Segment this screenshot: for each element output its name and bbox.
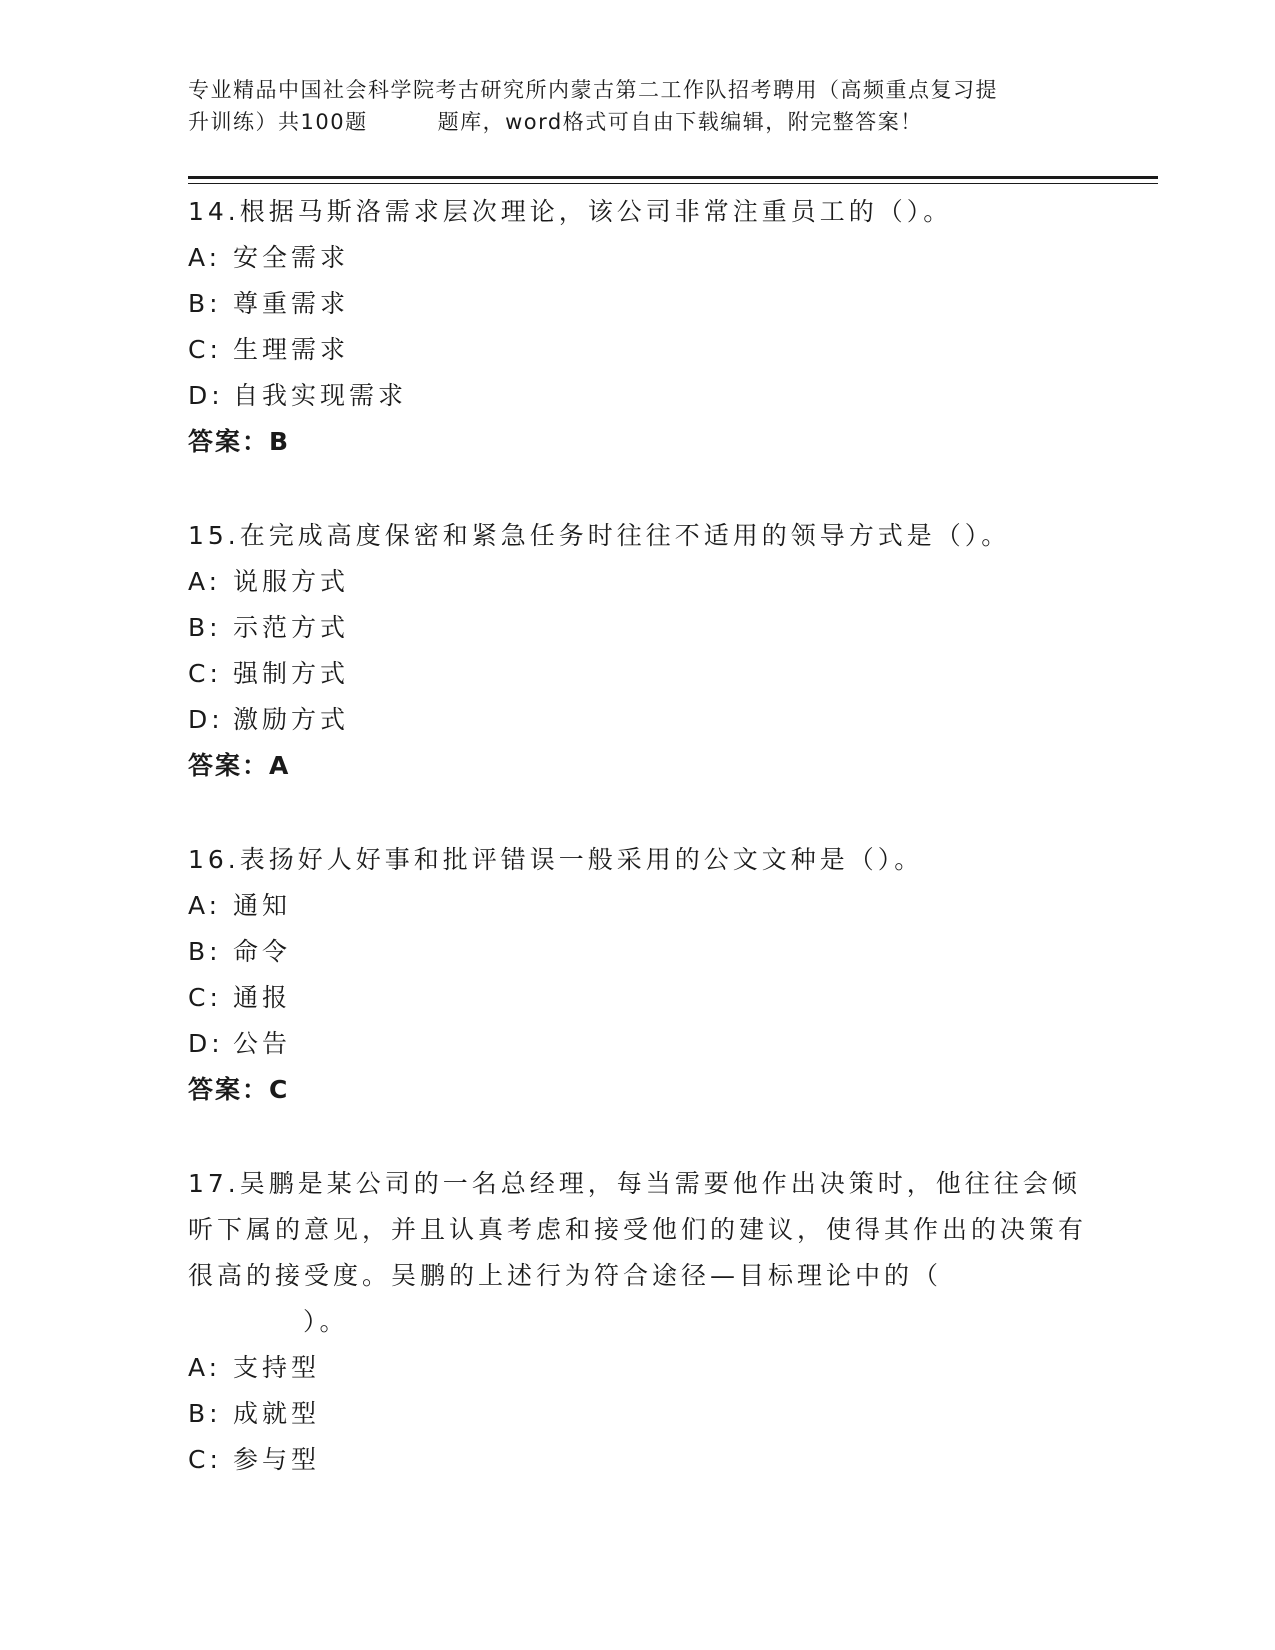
option-text: 通报 bbox=[233, 983, 292, 1012]
question-15 bbox=[188, 513, 1088, 789]
answer-value: C bbox=[269, 1075, 290, 1104]
option-a bbox=[188, 235, 1088, 281]
option-text: 生理需求 bbox=[233, 335, 350, 364]
header-line-2 bbox=[188, 106, 1098, 138]
question-stem: 15.在完成高度保密和紧急任务时往往不适用的领导方式是（）。 bbox=[188, 521, 1011, 550]
option-key: C: bbox=[188, 659, 222, 688]
header-line-2-part-b: 题库，word格式可自由下载编辑，附完整答案！ bbox=[437, 110, 923, 134]
option-text: 命令 bbox=[233, 937, 292, 966]
header-line-2-part-a: 升训练）共100题 bbox=[188, 110, 368, 134]
option-b bbox=[188, 929, 1088, 975]
header-rule-thick bbox=[188, 176, 1158, 179]
option-text: 强制方式 bbox=[233, 659, 350, 688]
answer-line bbox=[188, 419, 1088, 465]
option-key: B: bbox=[188, 613, 222, 642]
option-d bbox=[188, 373, 1088, 419]
option-text: 通知 bbox=[233, 891, 292, 920]
answer-label: 答案： bbox=[188, 427, 270, 456]
option-text: 支持型 bbox=[233, 1353, 321, 1382]
answer-label: 答案： bbox=[188, 751, 270, 780]
option-d bbox=[188, 1021, 1088, 1067]
option-key: D: bbox=[188, 705, 224, 734]
option-key: A: bbox=[188, 567, 222, 596]
option-b bbox=[188, 1391, 1088, 1437]
answer-label: 答案： bbox=[188, 1075, 270, 1104]
option-d bbox=[188, 697, 1088, 743]
question-list bbox=[188, 189, 1088, 1531]
option-key: B: bbox=[188, 1399, 222, 1428]
option-text: 成就型 bbox=[233, 1399, 321, 1428]
header-line-1: 专业精品中国社会科学院考古研究所内蒙古第二工作队招考聘用（高频重点复习提 bbox=[188, 78, 998, 102]
option-c bbox=[188, 651, 1088, 697]
option-key: D: bbox=[188, 1029, 224, 1058]
question-17 bbox=[188, 1161, 1088, 1483]
option-c bbox=[188, 975, 1088, 1021]
option-c bbox=[188, 1437, 1088, 1483]
question-stem-end: ）。 bbox=[303, 1307, 349, 1336]
question-16 bbox=[188, 837, 1088, 1113]
option-key: C: bbox=[188, 983, 222, 1012]
option-text: 参与型 bbox=[233, 1445, 321, 1474]
option-key: D: bbox=[188, 381, 224, 410]
option-b bbox=[188, 605, 1088, 651]
option-a bbox=[188, 883, 1088, 929]
option-text: 尊重需求 bbox=[233, 289, 350, 318]
option-key: A: bbox=[188, 891, 222, 920]
option-key: C: bbox=[188, 335, 222, 364]
document-header bbox=[188, 74, 1098, 138]
option-text: 安全需求 bbox=[233, 243, 350, 272]
answer-line bbox=[188, 743, 1088, 789]
option-key: A: bbox=[188, 1353, 222, 1382]
option-b bbox=[188, 281, 1088, 327]
question-stem-text: 17.吴鹏是某公司的一名总经理，每当需要他作出决策时，他往往会倾听下属的意见，并且认真考虑和接受他们的建议，使得其作出的决策有很高的接受度。吴鹏的上述行为符合途径—目标理论中的（ bbox=[188, 1169, 1088, 1290]
option-text: 激励方式 bbox=[233, 705, 350, 734]
option-key: C: bbox=[188, 1445, 222, 1474]
option-text: 自我实现需求 bbox=[233, 381, 408, 410]
option-key: B: bbox=[188, 289, 222, 318]
option-text: 示范方式 bbox=[233, 613, 350, 642]
option-key: A: bbox=[188, 243, 222, 272]
option-a bbox=[188, 1345, 1088, 1391]
question-stem: 16.表扬好人好事和批评错误一般采用的公文文种是（）。 bbox=[188, 845, 924, 874]
option-a bbox=[188, 559, 1088, 605]
header-rule-thin bbox=[188, 183, 1158, 184]
question-14 bbox=[188, 189, 1088, 465]
question-stem: 14.根据马斯洛需求层次理论，该公司非常注重员工的（）。 bbox=[188, 197, 953, 226]
option-c bbox=[188, 327, 1088, 373]
answer-line bbox=[188, 1067, 1088, 1113]
answer-value: A bbox=[269, 751, 291, 780]
answer-value: B bbox=[269, 427, 291, 456]
option-text: 公告 bbox=[233, 1029, 292, 1058]
question-stem bbox=[188, 1161, 1088, 1345]
option-text: 说服方式 bbox=[233, 567, 350, 596]
option-key: B: bbox=[188, 937, 222, 966]
